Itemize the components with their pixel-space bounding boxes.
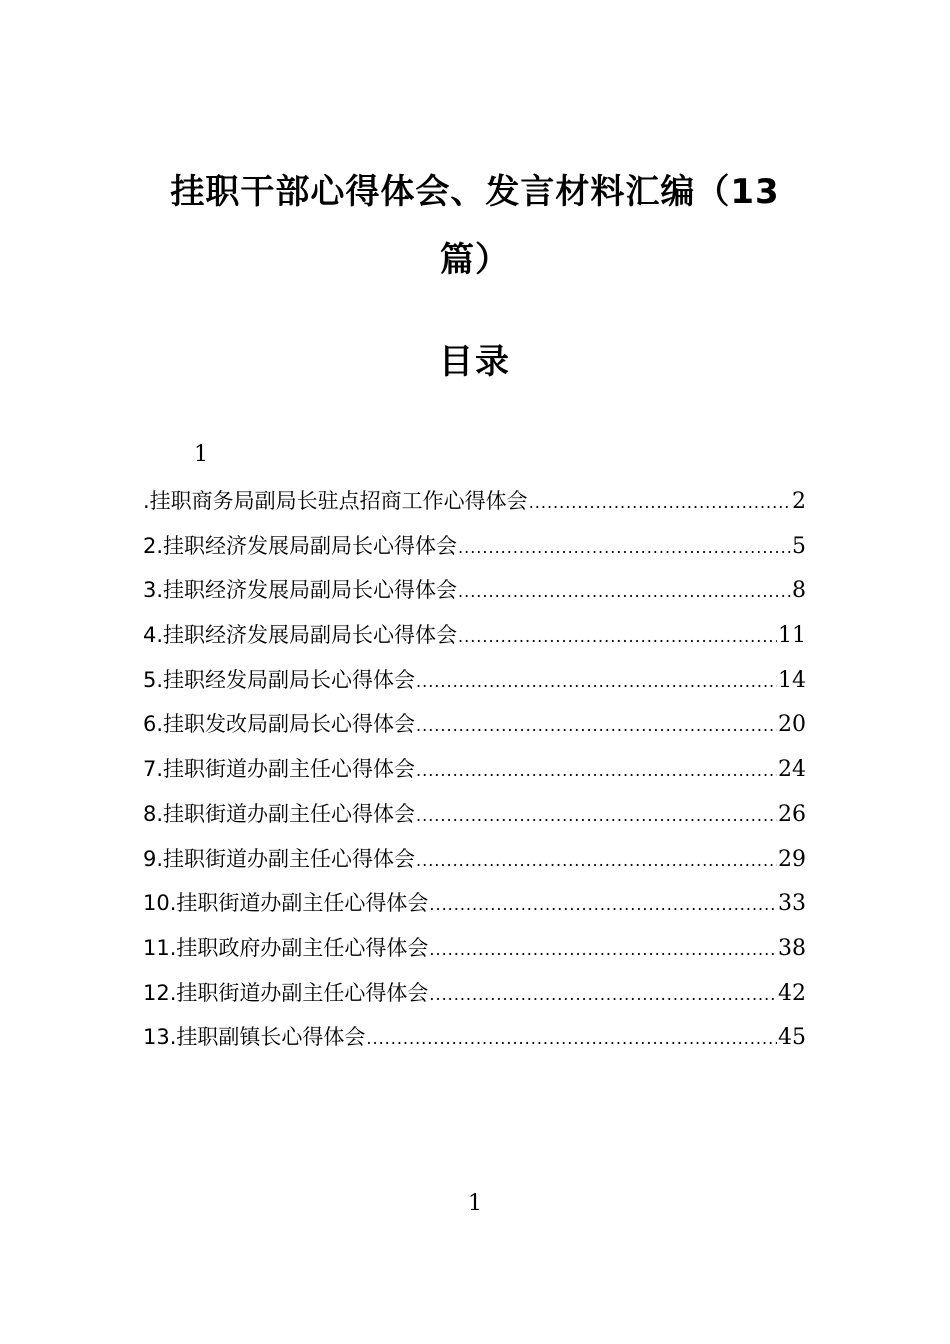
toc-dot-leader xyxy=(416,843,777,879)
toc-dot-leader xyxy=(429,977,777,1013)
toc-entry-page-number: 26 xyxy=(778,801,806,827)
toc-dot-leader xyxy=(416,664,777,700)
toc-entry[interactable] xyxy=(143,796,806,841)
toc-entry-title: 4.挂职经济发展局副局长心得体会 xyxy=(143,623,458,648)
toc-entry-page-number: 38 xyxy=(778,935,806,961)
toc-entry-page-number: 42 xyxy=(778,980,806,1006)
toc-entry-page-number: 29 xyxy=(778,846,806,872)
toc-entry[interactable] xyxy=(143,617,806,662)
toc-entry[interactable] xyxy=(143,706,806,751)
toc-entry-title: 13.挂职副镇长心得体会 xyxy=(143,1025,366,1050)
toc-entry-title: 6.挂职发改局副局长心得体会 xyxy=(143,712,416,737)
toc-entry[interactable] xyxy=(143,885,806,930)
toc-entry[interactable] xyxy=(143,572,806,617)
toc-entry-title: 7.挂职街道办副主任心得体会 xyxy=(143,757,416,782)
toc-entry-page-number: 14 xyxy=(778,667,806,693)
toc-entry[interactable] xyxy=(143,528,806,573)
toc-entry[interactable] xyxy=(143,930,806,975)
toc-heading: 目录 xyxy=(439,342,511,382)
toc-entry-title: 2.挂职经济发展局副局长心得体会 xyxy=(143,533,458,558)
toc-dot-leader xyxy=(416,753,777,789)
toc-entry[interactable] xyxy=(143,751,806,796)
toc-entry[interactable] xyxy=(143,975,806,1020)
toc-dot-leader xyxy=(416,798,777,834)
toc-dot-leader xyxy=(429,887,777,923)
footer-page-number: 1 xyxy=(468,1191,482,1216)
document-title-line-1: 挂职干部心得体会、发言材料汇编（13 xyxy=(170,172,780,212)
toc-dot-leader xyxy=(529,485,791,521)
toc-entry-title: 3.挂职经济发展局副局长心得体会 xyxy=(143,578,458,603)
toc-stray-number: 1 xyxy=(194,442,208,467)
toc-entry-page-number: 2 xyxy=(792,489,806,514)
table-of-contents xyxy=(143,483,806,1064)
toc-dot-leader xyxy=(458,619,777,655)
toc-entry-title: .挂职商务局副局长驻点招商工作心得体会 xyxy=(143,489,528,513)
toc-entry-title: 9.挂职街道办副主任心得体会 xyxy=(143,846,416,871)
toc-dot-leader xyxy=(366,1021,777,1057)
toc-entry-title: 5.挂职经发局副局长心得体会 xyxy=(143,667,416,692)
toc-entry[interactable] xyxy=(143,662,806,707)
toc-dot-leader xyxy=(416,708,777,744)
toc-entry-title: 10.挂职街道办副主任心得体会 xyxy=(143,891,429,916)
toc-entry-title: 12.挂职街道办副主任心得体会 xyxy=(143,980,429,1005)
toc-dot-leader xyxy=(458,574,791,610)
document-title-line-2: 篇） xyxy=(440,240,510,280)
toc-entry[interactable] xyxy=(143,1019,806,1064)
toc-entry-title: 8.挂职街道办副主任心得体会 xyxy=(143,801,416,826)
toc-entry-title: 11.挂职政府办副主任心得体会 xyxy=(143,935,429,960)
toc-entry[interactable] xyxy=(143,483,806,528)
toc-entry-page-number: 45 xyxy=(778,1025,806,1051)
toc-entry-page-number: 20 xyxy=(778,712,806,738)
toc-entry-page-number: 11 xyxy=(778,623,806,649)
toc-dot-leader xyxy=(429,932,777,968)
toc-entry-page-number: 5 xyxy=(792,533,806,559)
toc-dot-leader xyxy=(458,530,791,566)
toc-entry-page-number: 8 xyxy=(792,578,806,604)
toc-entry-page-number: 24 xyxy=(778,757,806,783)
toc-entry[interactable] xyxy=(143,841,806,886)
toc-entry-page-number: 33 xyxy=(778,891,806,917)
